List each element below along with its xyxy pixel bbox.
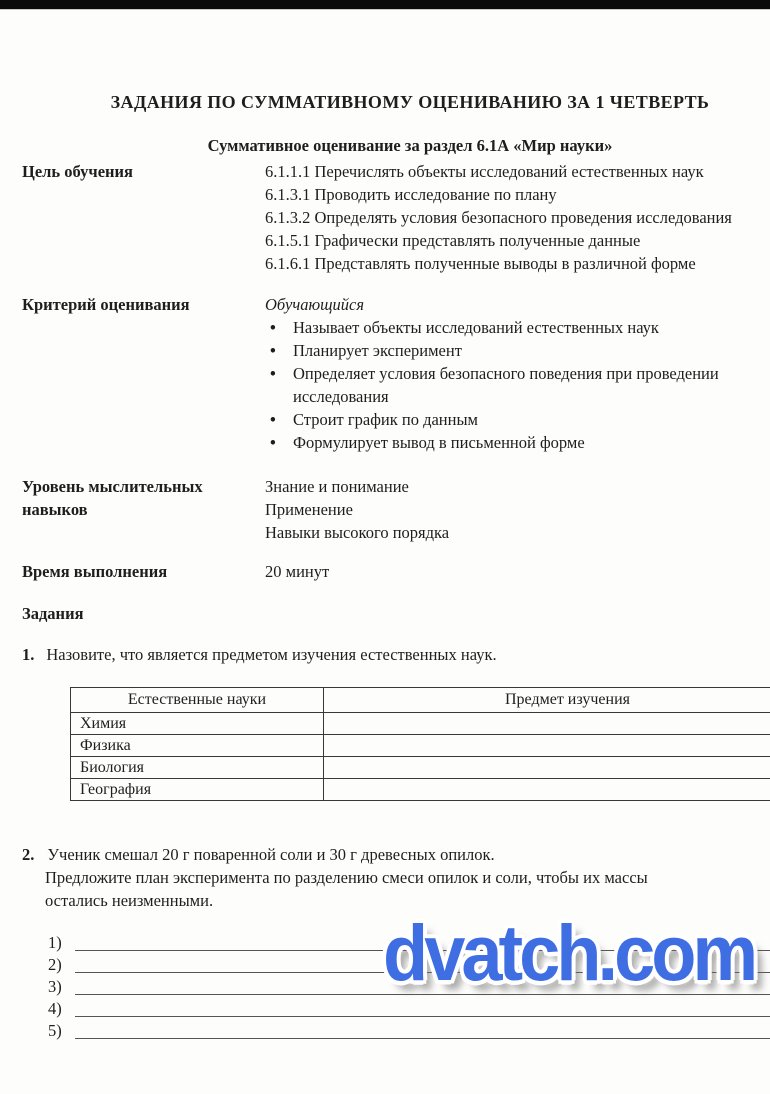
- blank-number: 2): [48, 955, 62, 974]
- science-cell: География: [71, 779, 324, 801]
- task1-statement: [22, 645, 497, 665]
- blank-number: 3): [48, 977, 62, 996]
- table-row: [71, 735, 770, 757]
- blank-write-line: [75, 1038, 770, 1039]
- duration-value: 20 минут: [265, 562, 330, 581]
- table-row: [71, 779, 770, 801]
- task1-table: [70, 687, 770, 801]
- thinking-skills-label-line: навыков: [22, 500, 88, 519]
- objective-line: 6.1.3.2 Определять условия безопасного проведения исследования: [265, 208, 732, 227]
- criterion-item-continuation: исследования: [293, 387, 389, 406]
- task2-line: Предложите план эксперимента по разделению смеси опилок и соли, чтобы их массы: [45, 868, 648, 887]
- site-watermark: dvatch.com: [383, 909, 755, 998]
- thinking-skills-values: [265, 475, 449, 544]
- blank-number: 4): [48, 999, 62, 1018]
- science-cell: Физика: [71, 735, 324, 757]
- subject-cell-empty: [324, 779, 770, 801]
- criterion-item: • Формулирует вывод в письменной форме: [270, 431, 719, 454]
- subject-cell-empty: [324, 735, 770, 757]
- table-header-subject: Предмет изучения: [324, 688, 770, 713]
- science-cell: Химия: [71, 713, 324, 735]
- criterion-item: • Называет объекты исследований естественных наук: [270, 316, 719, 339]
- answer-blank-row: [48, 1019, 770, 1041]
- science-cell: Биология: [71, 757, 324, 779]
- learning-goal-objectives: [265, 160, 732, 275]
- table-header-row: [71, 688, 770, 713]
- table-row: [71, 713, 770, 735]
- task1-number: 1.: [22, 645, 35, 664]
- thinking-skills-label: [22, 475, 203, 521]
- task2-line: [22, 843, 648, 866]
- criteria-label: Критерий оценивания: [22, 295, 190, 314]
- document-title: ЗАДАНИЯ ПО СУММАТИВНОМУ ОЦЕНИВАНИЮ ЗА 1 ЧЕТВЕРТЬ: [110, 92, 710, 112]
- criterion-item: • Определяет условия безопасного поведения при проведении: [270, 362, 719, 385]
- blank-write-line: [75, 1016, 770, 1017]
- criteria-intro: Обучающийся: [265, 295, 365, 314]
- blank-number: 5): [48, 1021, 62, 1040]
- task1-text: Назовите, что является предметом изучения естественных наук.: [46, 645, 497, 664]
- objective-line: 6.1.1.1 Перечислять объекты исследований естественных наук: [265, 162, 704, 181]
- scan-top-bar: [0, 0, 770, 10]
- task2-number: 2.: [22, 845, 35, 864]
- thinking-skills-label-line: Уровень мыслительных: [22, 477, 203, 496]
- blank-number: 1): [48, 933, 62, 952]
- criterion-item: • Строит график по данным: [270, 408, 719, 431]
- subject-cell-empty: [324, 757, 770, 779]
- duration-label: Время выполнения: [22, 562, 168, 581]
- thinking-skills-value: Знание и понимание: [265, 477, 409, 496]
- table-header-science: Естественные науки: [71, 688, 324, 713]
- objective-line: 6.1.5.1 Графически представлять полученные данные: [265, 231, 641, 250]
- document-subtitle: Суммативное оценивание за раздел 6.1А «Мир науки»: [207, 136, 613, 155]
- objective-line: 6.1.6.1 Представлять полученные выводы в различной форме: [265, 254, 696, 273]
- objective-line: 6.1.3.1 Проводить исследование по плану: [265, 185, 557, 204]
- table-row: [71, 757, 770, 779]
- answer-blank-row: [48, 997, 770, 1019]
- thinking-skills-value: Применение: [265, 500, 353, 519]
- criterion-item: • Планирует эксперимент: [270, 339, 719, 362]
- subject-cell-empty: [324, 713, 770, 735]
- criteria-list: [270, 316, 719, 454]
- task2-line: остались неизменными.: [45, 891, 214, 910]
- task2-statement: [22, 843, 648, 912]
- learning-goal-label: Цель обучения: [22, 162, 133, 181]
- tasks-heading: Задания: [22, 604, 84, 623]
- thinking-skills-value: Навыки высокого порядка: [265, 523, 450, 542]
- task2-text-line: Ученик смешал 20 г поваренной соли и 30 г древесных опилок.: [47, 845, 495, 864]
